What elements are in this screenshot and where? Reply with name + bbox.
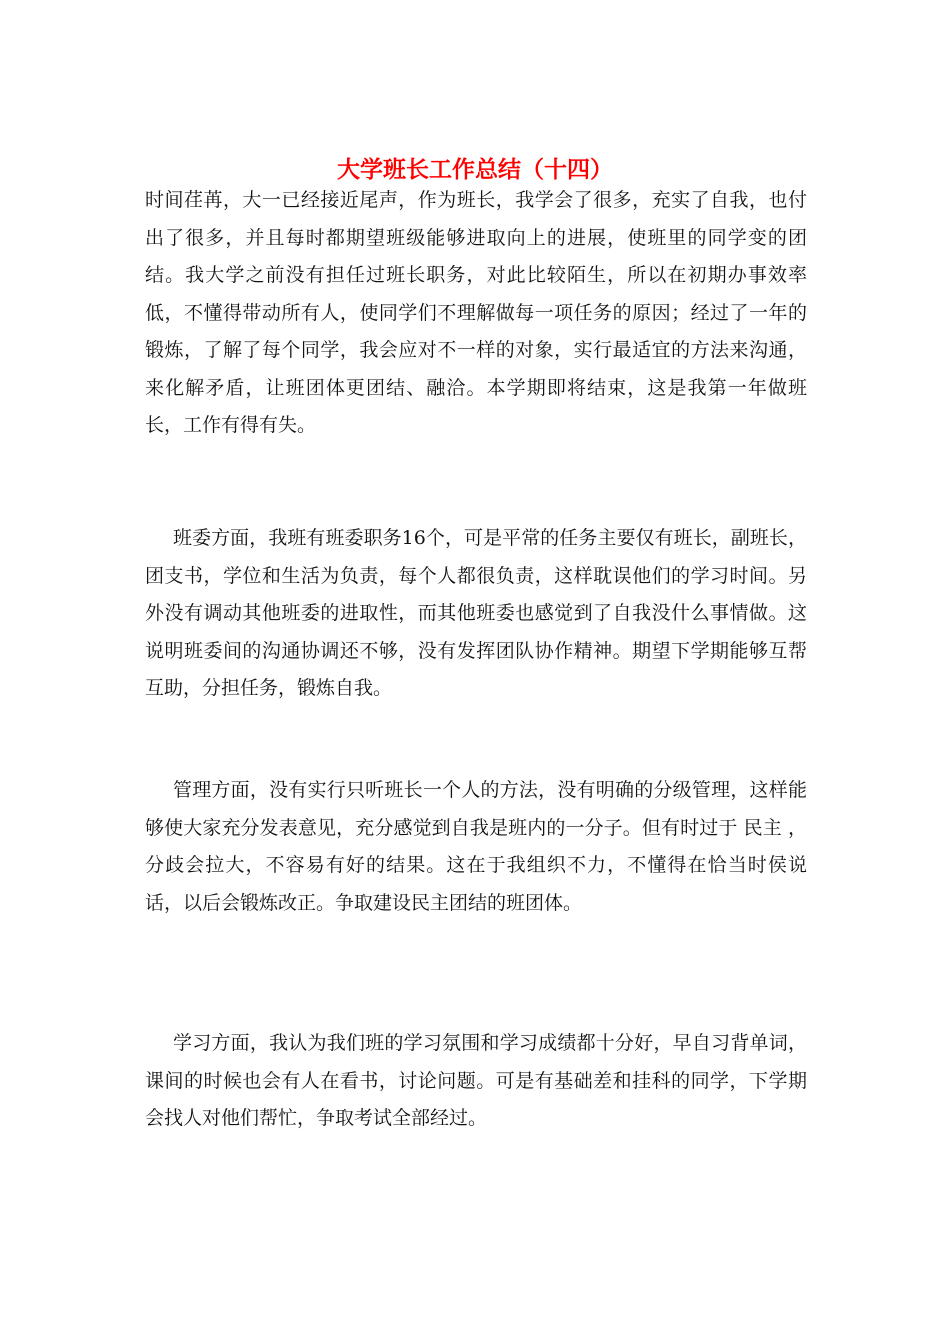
paragraph-class-committee: 班委方面，我班有班委职务16个，可是平常的任务主要仅有班长，副班长，团支书，学位和生活为负责，每个人都很负责，这样耽误他们的学习时间。另外没有调动其他班委的进取性，而其他班委也感觉到了自我没什么事情做。这说明班委间的沟通协调还不够，没有发挥团队协作精神。期望下学期能够互帮互助，分担任务，锻炼自我。 [145,527,807,699]
paragraph-management: 管理方面，没有实行只听班长一个人的方法，没有明确的分级管理，这样能够使大家充分发表意见，充分感觉到自我是班内的一分子。但有时过于 民主 ，分歧会拉大，不容易有好的结果。这在于我组织不力，不懂得在恰当时侯说话，以后会锻炼改正。争取建设民主团结的班团体。 [145,779,807,914]
paragraph-study: 学习方面，我认为我们班的学习氛围和学习成绩都十分好，早自习背单词，课间的时候也会有人在看书，讨论问题。可是有基础差和挂科的同学，下学期会找人对他们帮忙，争取考试全部经过。 [145,1032,807,1129]
paragraph-intro: 时间荏苒，大一已经接近尾声，作为班长，我学会了很多，充实了自我，也付出了很多，并且每时都期望班级能够进取向上的进展，使班里的同学变的团结。我大学之前没有担任过班长职务，对此比较陌生，所以在初期办事效率低，不懂得带动所有人，使同学们不理解做每一项任务的原因；经过了一年的锻炼，了解了每个同学，我会应对不一样的对象，实行最适宜的方法来沟通，来化解矛盾，让班团体更团结、融洽。本学期即将结束，这是我第一年做班长，工作有得有失。 [145,189,807,436]
document-title: 大学班长工作总结（十四） [337,156,613,183]
